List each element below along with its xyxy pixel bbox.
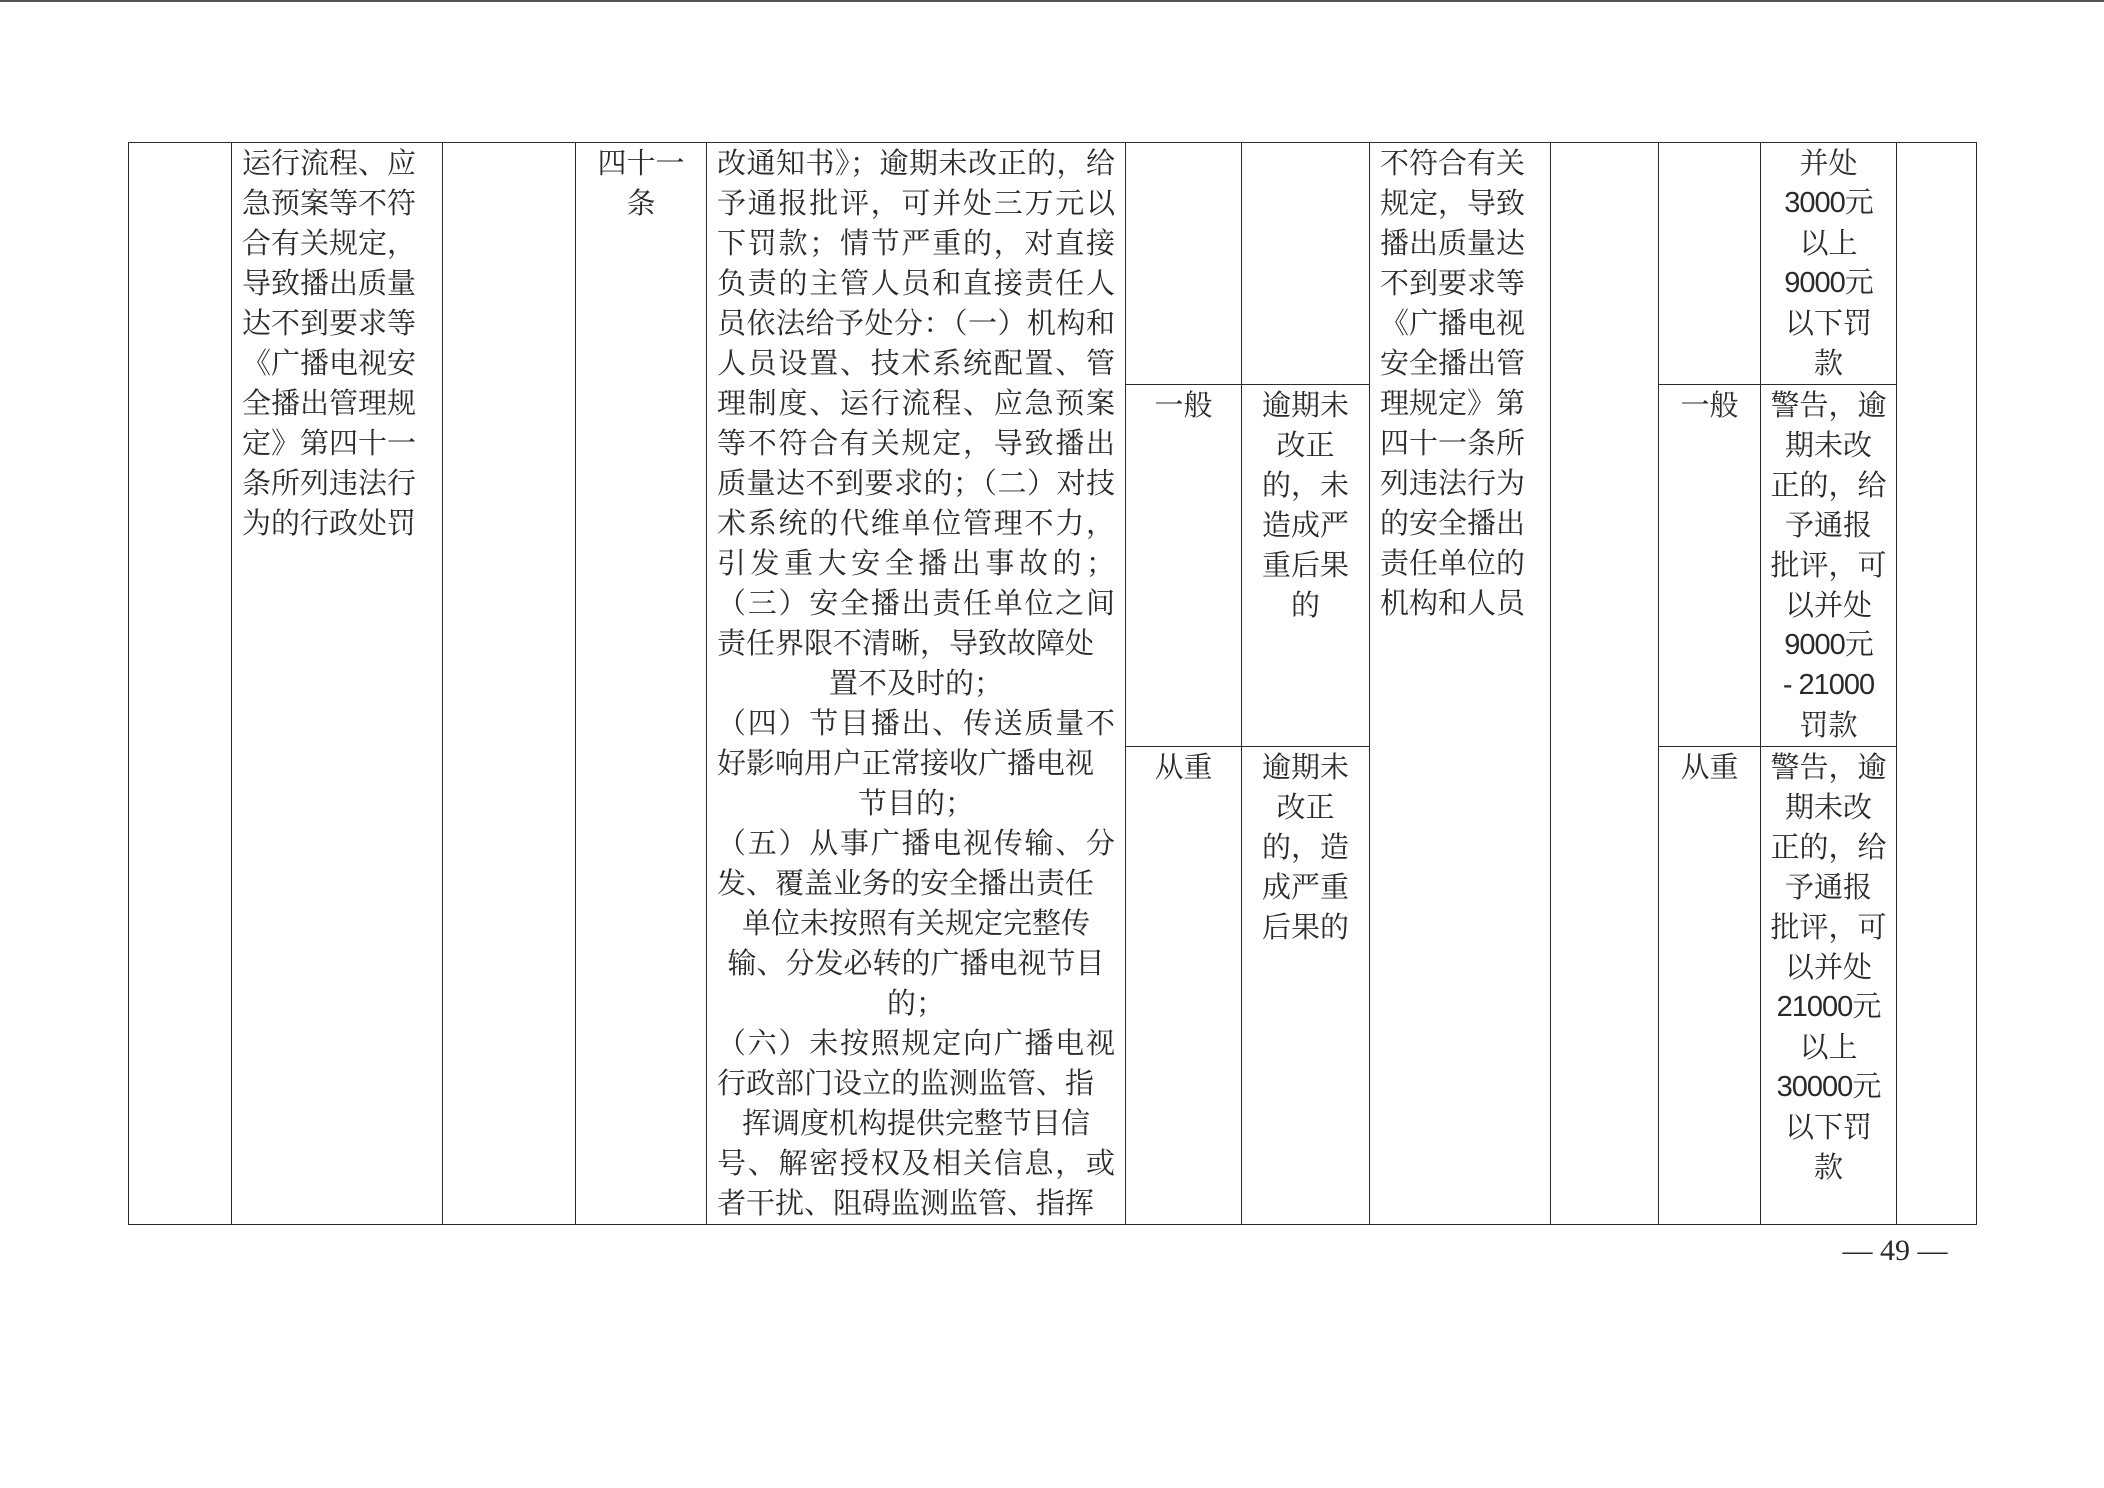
circumstance-line: 的，造 xyxy=(1261,830,1349,864)
level-text: 一般 xyxy=(1154,388,1213,422)
legal-basis-text xyxy=(707,143,1125,1223)
standard-line: 30000元 xyxy=(1776,1071,1881,1103)
legal-basis-paragraph: 改通知书》；逾期未改正的，给予通报批评，可并处三万元以下罚款；情节严重的，对直接负责的主管人员和直接责任人员依法给予处分：（一）机构和人员设置、技术系统配置、管理制度、运行流程、应急预案等不符合有关规定，导致播出质量达不到要求的；（二）对技术系统的代维单位管理不力，引发重大安全播出事故的；（三）安全播出责任单位之间责任界限不清晰，导致故障处 xyxy=(717,146,1115,660)
item-name-text: 运行流程、应急预案等不符合有关规定，导致播出质量达不到要求等《广播电视安全播出管理规定》第四十一条所列违法行为的行政处罚 xyxy=(242,146,417,540)
item-name-cell xyxy=(232,143,443,1225)
standard-line: 批评，可 xyxy=(1770,910,1887,944)
circumstance-cell xyxy=(1242,747,1370,1225)
level-text: 一般 xyxy=(1680,388,1739,422)
standard-line: 款 xyxy=(1813,346,1843,380)
applicable-subject-text: 不符合有关规定，导致播出质量达不到要求等《广播电视安全播出管理规定》第四十一条所列违法行为的安全播出责任单位的机构和人员 xyxy=(1380,146,1526,620)
circumstance-line: 逾期未 xyxy=(1261,750,1349,784)
standard-line: 9000元 xyxy=(1784,629,1873,661)
circumstance-line: 重后果 xyxy=(1261,548,1349,582)
standard-line: 以上 xyxy=(1799,226,1858,260)
legal-basis-line: 输、分发必转的广播电视节目 xyxy=(727,946,1105,980)
level-cell xyxy=(1659,143,1761,385)
circumstance-line: 改正 xyxy=(1276,790,1335,824)
page-number: — 49 — xyxy=(1842,1234,1948,1267)
penalty-standard-cell xyxy=(1761,143,1897,385)
circumstance-line: 改正 xyxy=(1276,428,1335,462)
applicable-subject-cell xyxy=(1370,143,1551,1225)
circumstance-line: 后果的 xyxy=(1261,910,1349,944)
standard-line: 21000元 xyxy=(1776,991,1881,1023)
circumstance-line: 成严重 xyxy=(1261,870,1349,904)
standard-line: 以下罚 xyxy=(1784,306,1872,340)
penalty-standard-text xyxy=(1761,143,1896,383)
level-cell xyxy=(1126,747,1242,1225)
circumstance-line: 的，未 xyxy=(1261,468,1349,502)
standard-line: 期未改 xyxy=(1784,428,1872,462)
standard-line: 警告，逾 xyxy=(1770,388,1887,422)
legal-basis-line: 节目的； xyxy=(857,786,974,820)
circumstance-cell xyxy=(1242,385,1370,747)
level-cell xyxy=(1126,143,1242,385)
article-cell xyxy=(576,143,707,1225)
standard-line: 并处 xyxy=(1799,146,1858,180)
blank-column-cell xyxy=(1551,143,1659,1225)
serial-number-cell xyxy=(129,143,232,1225)
standard-line: 警告，逾 xyxy=(1770,750,1887,784)
legal-basis-line: （五）从事广播电视传输、分发、覆盖业务的安全播出责任 xyxy=(717,826,1115,900)
legal-basis-line: 的； xyxy=(886,986,945,1020)
legal-basis-line: 号、解密授权及相关信息，或者干扰、阻碍监测监管、指挥 xyxy=(717,1146,1115,1220)
standard-line: 罚款 xyxy=(1799,708,1858,742)
penalty-standard-text xyxy=(1761,385,1896,745)
page-top-rule xyxy=(0,0,2104,2)
level-cell xyxy=(1126,385,1242,747)
legal-basis-line: 置不及时的； xyxy=(828,666,1003,700)
circumstance-line: 造成严 xyxy=(1261,508,1349,542)
penalty-discretion-table xyxy=(128,142,1977,1225)
circumstance-cell xyxy=(1242,143,1370,385)
remarks-cell xyxy=(1897,143,1977,1225)
standard-line: 正的，给 xyxy=(1770,468,1887,502)
circumstance-line: 逾期未 xyxy=(1261,388,1349,422)
level-cell xyxy=(1659,747,1761,1225)
penalty-standard-cell xyxy=(1761,747,1897,1225)
standard-line: 予通报 xyxy=(1784,870,1872,904)
legal-basis-line: （六）未按照规定向广播电视行政部门设立的监测监管、指 xyxy=(717,1026,1115,1100)
legal-basis-line: 单位未按照有关规定完整传 xyxy=(741,906,1090,940)
standard-line: 期未改 xyxy=(1784,790,1872,824)
level-cell xyxy=(1659,385,1761,747)
legal-basis-line: （四）节目播出、传送质量不好影响用户正常接收广播电视 xyxy=(717,706,1115,780)
penalty-standard-text xyxy=(1761,747,1896,1187)
standard-line: 以并处 xyxy=(1784,588,1872,622)
sub-item-cell xyxy=(443,143,576,1225)
circumstance-line: 的 xyxy=(1290,588,1320,622)
standard-line: 3000元 xyxy=(1784,187,1873,219)
standard-line: 予通报 xyxy=(1784,508,1872,542)
level-text: 从重 xyxy=(1680,750,1739,784)
standard-line: 正的，给 xyxy=(1770,830,1887,864)
standard-line: 款 xyxy=(1813,1150,1843,1184)
legal-basis-line: 挥调度机构提供完整节目信 xyxy=(741,1106,1090,1140)
standard-line: 以上 xyxy=(1799,1030,1858,1064)
standard-line: 批评，可 xyxy=(1770,548,1887,582)
circumstance-text xyxy=(1242,747,1369,947)
standard-line: 以并处 xyxy=(1784,950,1872,984)
standard-line: 以下罚 xyxy=(1784,1110,1872,1144)
level-text: 从重 xyxy=(1154,750,1213,784)
penalty-standard-cell xyxy=(1761,385,1897,747)
circumstance-text xyxy=(1242,385,1369,625)
article-number-text: 四十一条 xyxy=(597,146,685,220)
legal-basis-cell xyxy=(707,143,1126,1225)
standard-line: 9000元 xyxy=(1784,267,1873,299)
standard-line: - 21000 xyxy=(1782,669,1875,701)
